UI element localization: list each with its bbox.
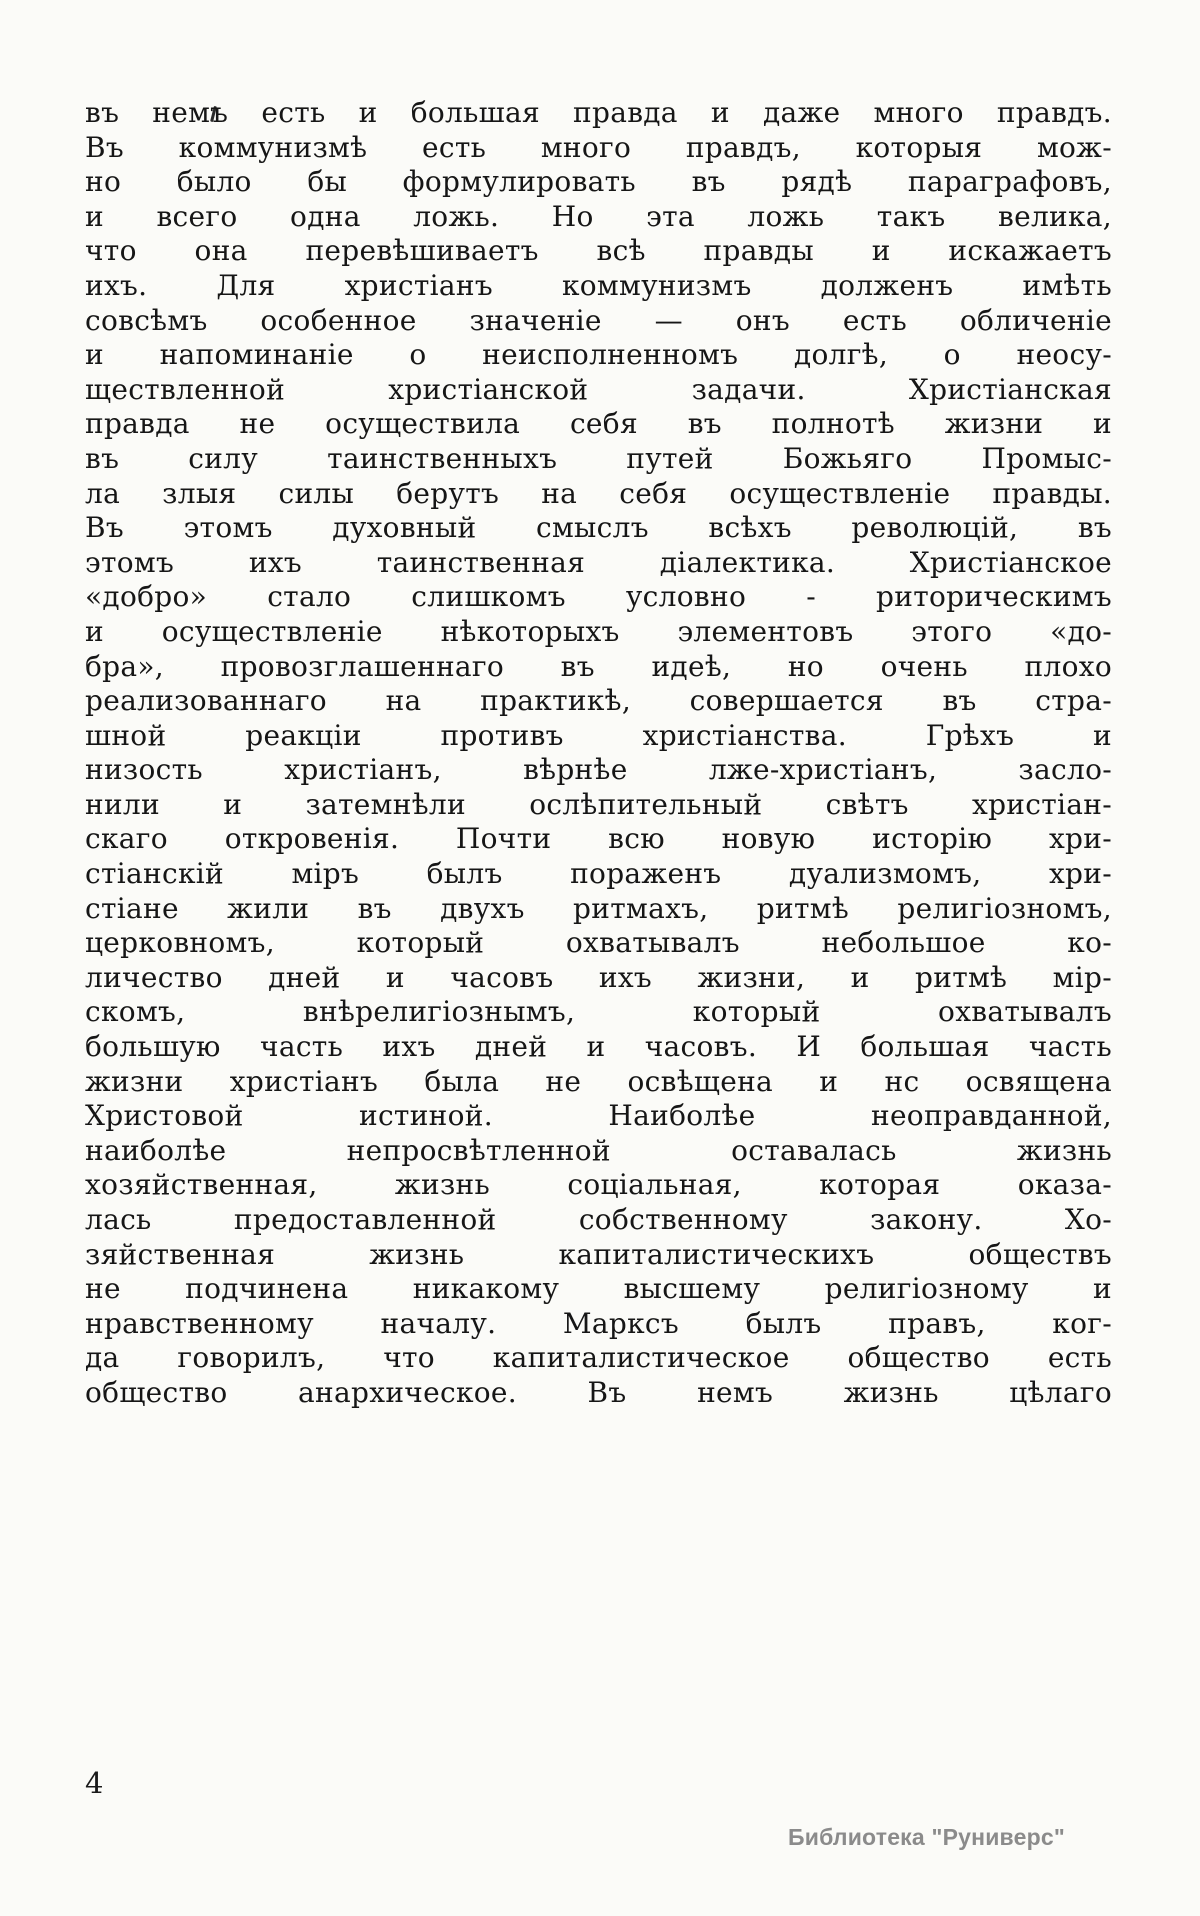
text-line: совсѣмъ особенное значеніе — онъ есть обличеніе [85, 303, 1112, 337]
text-line: этомъ ихъ таинственная діалектика. Христіанское [85, 545, 1112, 579]
text-line: зяйственная жизнь капиталистическихъ обществъ [85, 1237, 1112, 1271]
text-line: стіане жили въ двухъ ритмахъ, ритмѣ религіозномъ, [85, 891, 1112, 925]
text-line: Въ коммунизмѣ есть много правдъ, которыя мож- [85, 130, 1112, 164]
library-watermark: Библиотека "Руниверс" [788, 1824, 1065, 1850]
text-line: скаго откровенія. Почти всю новую исторію хри- [85, 822, 1112, 856]
text-line: нили и затемнѣли ослѣпительный свѣтъ христіан- [85, 787, 1112, 821]
text-line: общество анархическое. Въ немъ жизнь цѣлаго [85, 1375, 1112, 1409]
text-line: шной реакціи противъ христіанства. Грѣхъ и [85, 718, 1112, 752]
text-line: что она перевѣшиваетъ всѣ правды и искажаетъ [85, 234, 1112, 268]
text-line: лась предоставленной собственному закону. Хо- [85, 1203, 1112, 1236]
text-line: не подчинена никакому высшему религіозному и [85, 1272, 1112, 1306]
text-line: въ силу таинственныхъ путей Божьяго Промыс- [85, 441, 1112, 475]
text-line: низость христіанъ, вѣрнѣе лже-христіанъ, засло- [85, 753, 1112, 787]
text-line: жизни христіанъ была не освѣщена и нс освящена [85, 1064, 1112, 1098]
text-line: бра», провозглашеннаго въ идеѣ, но очень плохо [85, 649, 1112, 683]
text-line: въ немъ есть и большая правда и даже много правдъ. [85, 96, 1112, 129]
text-line: «добро» стало слишкомъ условно - риторическимъ [85, 580, 1112, 614]
text-line: Въ этомъ духовный смыслъ всѣхъ революцій, въ [85, 511, 1112, 545]
text-line: большую часть ихъ дней и часовъ. И большая часть [85, 1030, 1112, 1064]
text-line: Христовой истиной. Наиболѣе неоправданной, [85, 1099, 1112, 1133]
text-line: личество дней и часовъ ихъ жизни, и ритмѣ мір- [85, 960, 1112, 994]
body-text [85, 96, 1112, 1411]
text-line: хозяйственная, жизнь соціальная, которая оказа- [85, 1168, 1112, 1202]
text-line: ществленной христіанской задачи. Христіанская [85, 372, 1112, 406]
text-line: реализованнаго на практикѣ, совершается въ стра- [85, 684, 1112, 718]
text-line: нравственному началу. Марксъ былъ правъ, ког- [85, 1306, 1112, 1340]
text-line: скомъ, внѣрелигіознымъ, который охватывалъ [85, 995, 1112, 1029]
text-line: наиболѣе непросвѣтленной оставалась жизнь [85, 1133, 1112, 1167]
text-line: но было бы формулировать въ рядѣ параграфовъ, [85, 165, 1112, 199]
text-line: и напоминаніе о неисполненномъ долгѣ, о неосу- [85, 338, 1112, 372]
page-number: 4 [85, 1766, 104, 1800]
text-line: ла злыя силы берутъ на себя осуществленіе правды. [85, 476, 1112, 510]
text-line: правда не осуществила себя въ полнотѣ жизни и [85, 407, 1112, 441]
text-line: да говорилъ, что капиталистическое общество есть [85, 1341, 1112, 1375]
text-line: стіанскій міръ былъ пораженъ дуализмомъ, хри- [85, 857, 1112, 891]
text-line: ихъ. Для христіанъ коммунизмъ долженъ имѣть [85, 268, 1112, 302]
text-line: церковномъ, который охватывалъ небольшое ко- [85, 926, 1112, 960]
text-line: и осуществленіе нѣкоторыхъ элементовъ этого «до- [85, 614, 1112, 648]
text-line: и всего одна ложь. Но эта ложь такъ велика, [85, 199, 1112, 233]
